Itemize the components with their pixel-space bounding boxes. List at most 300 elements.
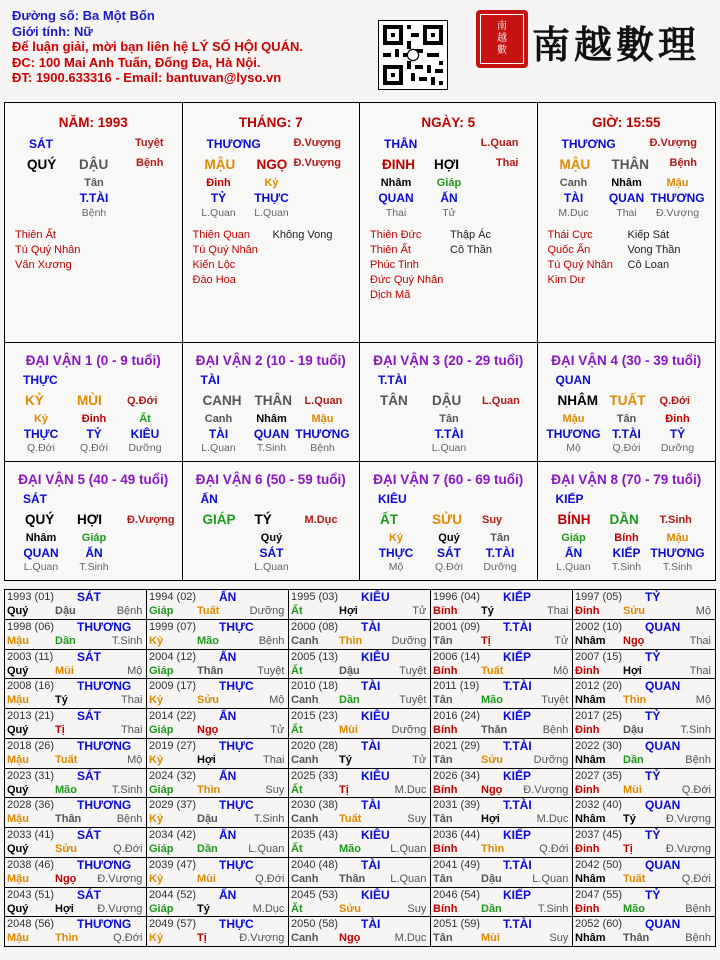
year-label: 1993 (01) bbox=[7, 591, 55, 603]
year-star: TÀI bbox=[361, 679, 381, 694]
ten-god-star: THÂN bbox=[384, 137, 418, 151]
year-label: 2020 (28) bbox=[291, 739, 339, 752]
hidden-ten-god: THƯƠNG bbox=[650, 546, 705, 560]
hidden-stem: Tân bbox=[84, 177, 104, 189]
year-cell bbox=[431, 828, 573, 858]
year-cell bbox=[147, 858, 289, 888]
year-cell bbox=[147, 590, 289, 620]
year-star: SÁT bbox=[77, 649, 101, 664]
hidden-phase: Thai bbox=[616, 207, 637, 219]
year-branch: Dần bbox=[623, 753, 644, 766]
seal-icon bbox=[476, 10, 528, 68]
year-star: T.TÀI bbox=[503, 619, 532, 634]
year-label: 2024 (32) bbox=[149, 769, 197, 782]
year-star: THƯƠNG bbox=[77, 917, 132, 932]
pillar-title: NGÀY: 5 bbox=[421, 115, 476, 130]
dai-van-stem: NHÂM bbox=[557, 393, 598, 408]
year-star: ẤN bbox=[219, 590, 237, 604]
year-label: 1998 (06) bbox=[7, 620, 55, 633]
year-cell bbox=[5, 917, 147, 947]
year-cell bbox=[431, 798, 573, 828]
year-cell bbox=[5, 739, 147, 769]
year-cell bbox=[147, 917, 289, 947]
year-cell bbox=[289, 709, 431, 739]
year-phase: Đ.Vượng bbox=[523, 783, 569, 796]
year-label: 2042 (50) bbox=[575, 858, 623, 871]
year-phase: Bệnh bbox=[685, 753, 711, 766]
star-item: Quốc Ấn bbox=[547, 244, 591, 256]
dai-van-star: TÀI bbox=[200, 373, 220, 387]
year-stem: Canh bbox=[291, 753, 319, 766]
hidden-ten-god: THỰC bbox=[23, 427, 59, 441]
year-phase: M.Dục bbox=[394, 932, 427, 945]
year-stem: Bính bbox=[433, 902, 458, 915]
pillar-phase: Đ.Vượng bbox=[293, 157, 341, 169]
hidden-phase: L.Quan bbox=[556, 561, 591, 573]
hidden-ten-god: T.TÀI bbox=[485, 546, 515, 560]
year-star: TỶ bbox=[645, 590, 661, 604]
year-phase: Dưỡng bbox=[391, 634, 427, 647]
year-label: 2041 (49) bbox=[433, 858, 481, 871]
year-phase: T.Sinh bbox=[680, 724, 711, 736]
hidden-phase: Dưỡng bbox=[128, 442, 162, 454]
dai-van-stem: BÍNH bbox=[557, 512, 591, 527]
logo-text: 南越數理 bbox=[532, 22, 701, 67]
dai-van-title: ĐẠI VẬN 4 (30 - 39 tuổi) bbox=[551, 353, 702, 368]
year-stem: Canh bbox=[291, 634, 319, 647]
year-label: 2025 (33) bbox=[291, 769, 339, 782]
year-star: TÀI bbox=[361, 857, 381, 872]
hidden-stem: Giáp bbox=[561, 532, 586, 544]
dai-van-branch: SỬU bbox=[432, 512, 462, 527]
year-star: QUAN bbox=[645, 798, 681, 813]
year-cell bbox=[573, 828, 715, 858]
year-stem: Đinh bbox=[575, 902, 600, 915]
hidden-phase: L.Quan bbox=[431, 442, 467, 454]
year-star: SÁT bbox=[77, 590, 101, 604]
year-phase: Bệnh bbox=[685, 902, 711, 915]
hidden-stem: Tân bbox=[490, 532, 510, 544]
pillar-cell-3 bbox=[538, 103, 716, 343]
year-phase: Tử bbox=[412, 753, 427, 766]
stars-left bbox=[548, 228, 613, 288]
year-branch: Dần bbox=[197, 843, 218, 855]
year-star: THỰC bbox=[219, 857, 254, 872]
year-phase: Đ.Vượng bbox=[97, 902, 143, 915]
street-no: Đường số: Ba Một Bốn bbox=[12, 8, 155, 23]
year-label: 2017 (25) bbox=[575, 710, 623, 722]
year-star: ẤN bbox=[219, 649, 237, 664]
star-item: Kiến Lộc bbox=[192, 259, 236, 271]
year-cell bbox=[5, 858, 147, 888]
year-cell bbox=[289, 888, 431, 918]
dai-van-phase: Đ.Vượng bbox=[127, 514, 175, 526]
year-star: TỶ bbox=[645, 649, 661, 664]
year-branch: Dậu bbox=[55, 605, 76, 617]
year-star: SÁT bbox=[77, 828, 101, 842]
dai-van-cell-8 bbox=[538, 462, 716, 580]
year-label: 2001 (09) bbox=[433, 620, 481, 633]
heavenly-stem: MẬU bbox=[204, 157, 236, 172]
year-label: 2021 (29) bbox=[433, 739, 481, 752]
star-item: Kiếp Sát bbox=[627, 229, 670, 241]
year-star: THỰC bbox=[219, 619, 254, 634]
pillar-title: GIỜ: 15:55 bbox=[591, 115, 661, 130]
star-item: Tú Quý Nhân bbox=[192, 244, 258, 256]
dai-van-title: ĐẠI VẬN 5 (40 - 49 tuổi) bbox=[18, 472, 169, 487]
year-star: TÀI bbox=[361, 798, 381, 813]
dai-van-stem: TÂN bbox=[380, 393, 408, 408]
year-phase: Tuyệt bbox=[541, 694, 569, 707]
year-branch: Mùi bbox=[481, 932, 500, 945]
year-branch: Tị bbox=[623, 843, 633, 855]
year-cell bbox=[573, 620, 715, 650]
hidden-phase: Q.Đới bbox=[612, 442, 641, 454]
year-label: 2008 (16) bbox=[7, 680, 55, 693]
year-branch: Hợi bbox=[623, 664, 642, 677]
year-phase: Tử bbox=[412, 605, 427, 617]
year-branch: Tuất bbox=[339, 813, 362, 826]
phone-email-line: ĐT: 1900.633316 - Email: bantuvan@lyso.vn bbox=[12, 70, 282, 85]
year-cell bbox=[289, 650, 431, 680]
star-item: Thiên Đức bbox=[370, 229, 422, 241]
year-phase: M.Dục bbox=[394, 783, 427, 796]
hidden-ten-god: T.TÀI bbox=[434, 427, 464, 441]
year-stem: Giáp bbox=[149, 724, 174, 736]
year-branch: Dần bbox=[481, 902, 502, 915]
hidden-ten-god: KIÊU bbox=[130, 427, 160, 441]
year-phase: L.Quan bbox=[390, 843, 427, 855]
gender: Giới tính: Nữ bbox=[12, 23, 93, 39]
hidden-stem: Mậu bbox=[311, 413, 334, 425]
hidden-phase: L.Quan bbox=[254, 207, 289, 219]
year-branch: Hợi bbox=[339, 605, 358, 617]
year-label: 1997 (05) bbox=[575, 591, 623, 603]
year-phase: Q.Đới bbox=[681, 872, 711, 885]
hidden-ten-god: TÀI bbox=[563, 191, 584, 205]
earthly-branch: DẬU bbox=[79, 157, 109, 172]
year-stem: Bính bbox=[433, 605, 458, 617]
year-cell bbox=[5, 709, 147, 739]
year-phase: Thai bbox=[546, 605, 569, 617]
year-star: KIẾP bbox=[503, 590, 532, 604]
dai-van-cell-4 bbox=[538, 343, 716, 462]
dai-van-cell-3 bbox=[360, 343, 538, 462]
year-branch: Thân bbox=[623, 932, 650, 945]
year-star: THƯƠNG bbox=[77, 679, 132, 694]
year-star: SÁT bbox=[77, 768, 101, 783]
year-star: KIÊU bbox=[361, 709, 390, 723]
year-branch: Thìn bbox=[55, 932, 79, 945]
year-phase: Bệnh bbox=[685, 932, 711, 945]
year-stem: Mậu bbox=[7, 932, 29, 945]
year-cell bbox=[431, 858, 573, 888]
year-branch: Mão bbox=[481, 694, 503, 707]
dai-van-stem: CANH bbox=[202, 393, 242, 408]
hidden-ten-god: QUAN bbox=[23, 546, 59, 560]
year-cell bbox=[431, 590, 573, 620]
year-branch: Mão bbox=[339, 843, 361, 855]
year-stem: Đinh bbox=[575, 605, 600, 617]
hidden-ten-god: KIẾP bbox=[612, 546, 641, 560]
hidden-ten-god: SÁT bbox=[437, 546, 461, 560]
hidden-ten-god: TÀI bbox=[208, 427, 229, 441]
year-stem: Ất bbox=[291, 664, 303, 677]
year-star: KIÊU bbox=[361, 768, 390, 783]
year-stem: Nhâm bbox=[575, 932, 606, 945]
year-label: 1999 (07) bbox=[149, 620, 197, 633]
year-phase: Mộ bbox=[695, 694, 711, 707]
dai-van-branch: TUẤT bbox=[609, 393, 646, 408]
year-star: ẤN bbox=[219, 828, 237, 842]
hidden-stem: Nhâm bbox=[256, 413, 287, 425]
star-item: Vong Thần bbox=[627, 244, 681, 256]
year-branch: Mùi bbox=[197, 872, 216, 885]
hidden-ten-god: TỶ bbox=[210, 191, 227, 205]
hidden-stem: Quý bbox=[260, 532, 283, 544]
year-star: QUAN bbox=[645, 738, 681, 753]
pillar-phase: Thai bbox=[495, 157, 519, 169]
year-branch: Tý bbox=[339, 753, 352, 766]
pillar-cell-1 bbox=[183, 103, 361, 343]
dai-van-branch: DẬU bbox=[432, 393, 462, 408]
star-item: Đào Hoa bbox=[192, 274, 236, 286]
dai-van-phase: Suy bbox=[482, 514, 503, 526]
header bbox=[12, 8, 382, 86]
dai-van-stem: KỶ bbox=[25, 393, 44, 408]
year-branch: Sửu bbox=[623, 605, 646, 617]
contact-line: Để luận giải, mời bạn liên hệ LÝ SỐ HỘI QUÁN. bbox=[12, 39, 303, 54]
hidden-stem: Mậu bbox=[562, 413, 585, 425]
year-label: 2031 (39) bbox=[433, 799, 481, 812]
star-item: Đức Quý Nhân bbox=[370, 274, 444, 286]
star-item: Tú Quý Nhân bbox=[15, 244, 81, 256]
hidden-ten-god: QUAN bbox=[378, 191, 414, 205]
year-label: 2013 (21) bbox=[7, 710, 55, 722]
year-branch: Dậu bbox=[623, 724, 644, 736]
year-cell bbox=[5, 590, 147, 620]
year-stem: Quý bbox=[7, 783, 29, 796]
hidden-ten-god: T.TÀI bbox=[612, 427, 641, 441]
year-label: 2051 (59) bbox=[433, 918, 481, 931]
year-phase: Suy bbox=[407, 902, 427, 915]
year-star: KIÊU bbox=[361, 828, 390, 842]
chart-grid bbox=[4, 102, 716, 581]
year-stem: Ất bbox=[291, 783, 303, 796]
year-phase: Q.Đới bbox=[113, 932, 143, 945]
year-cell bbox=[5, 620, 147, 650]
year-stem: Mậu bbox=[7, 634, 29, 647]
year-label: 2027 (35) bbox=[575, 769, 623, 782]
year-star: T.TÀI bbox=[503, 917, 532, 932]
hidden-stem: Ất bbox=[139, 413, 151, 425]
hidden-stem: Kỷ bbox=[388, 532, 404, 544]
year-branch: Dậu bbox=[481, 872, 502, 885]
star-item: Kim Dư bbox=[547, 274, 585, 286]
year-star: ẤN bbox=[219, 887, 237, 902]
hidden-stem: Tân bbox=[616, 413, 637, 425]
hidden-phase: L.Quan bbox=[23, 561, 59, 573]
year-stem: Nhâm bbox=[575, 753, 606, 766]
year-phase: M.Dục bbox=[252, 902, 285, 915]
year-phase: L.Quan bbox=[390, 872, 427, 885]
hidden-stem: Mậu bbox=[666, 177, 689, 189]
year-phase: T.Sinh bbox=[537, 902, 569, 915]
dai-van-title: ĐẠI VẬN 6 (50 - 59 tuổi) bbox=[195, 472, 346, 487]
hidden-phase: T.Sinh bbox=[611, 561, 642, 573]
year-phase: Đ.Vượng bbox=[665, 843, 711, 855]
year-branch: Tị bbox=[481, 634, 491, 647]
year-branch: Sửu bbox=[55, 843, 78, 855]
year-stem: Canh bbox=[291, 813, 319, 826]
year-label: 2047 (55) bbox=[575, 888, 623, 901]
hidden-stem: Mậu bbox=[666, 532, 689, 544]
star-item: Thái Cực bbox=[547, 229, 593, 241]
year-stem: Giáp bbox=[149, 902, 174, 915]
year-phase: Thai bbox=[689, 664, 711, 677]
year-phase: Q.Đới bbox=[113, 843, 143, 855]
year-stem: Kỷ bbox=[149, 694, 164, 707]
year-branch: Sửu bbox=[197, 694, 220, 707]
hidden-stem: Giáp bbox=[436, 177, 462, 189]
year-cell bbox=[147, 888, 289, 918]
stars-right bbox=[273, 228, 333, 243]
stars-right bbox=[628, 228, 681, 273]
year-cell bbox=[573, 739, 715, 769]
year-star: KIÊU bbox=[361, 590, 390, 604]
year-stem: Tân bbox=[433, 634, 453, 647]
dai-van-branch: DẦN bbox=[609, 512, 639, 527]
year-branch: Tý bbox=[623, 813, 636, 826]
year-branch: Tuất bbox=[481, 664, 504, 677]
year-stem: Giáp bbox=[149, 605, 174, 617]
year-stem: Giáp bbox=[149, 664, 174, 677]
star-item: Tú Quý Nhân bbox=[547, 259, 613, 271]
year-stem: Mậu bbox=[7, 813, 29, 826]
dai-van-branch: TÝ bbox=[254, 512, 272, 527]
earthly-branch: THÂN bbox=[611, 157, 649, 172]
heavenly-stem: QUÝ bbox=[27, 157, 57, 172]
pillar-cell-2 bbox=[360, 103, 538, 343]
hidden-phase: L.Quan bbox=[201, 442, 236, 454]
hidden-stem: Quý bbox=[438, 532, 460, 544]
year-label: 2045 (53) bbox=[291, 888, 339, 901]
year-star: TÀI bbox=[361, 738, 381, 753]
hidden-stem: Kỷ bbox=[264, 177, 279, 189]
year-branch: Mão bbox=[197, 634, 219, 647]
year-cell bbox=[431, 620, 573, 650]
year-star: T.TÀI bbox=[503, 679, 532, 694]
hidden-ten-god: THƯƠNG bbox=[295, 427, 350, 441]
hidden-phase: L.Quan bbox=[254, 561, 289, 573]
heavenly-stem: ĐINH bbox=[382, 157, 415, 172]
year-phase: Mộ bbox=[553, 664, 569, 677]
year-cell bbox=[431, 709, 573, 739]
year-label: 2049 (57) bbox=[149, 918, 197, 931]
year-star: KIẾP bbox=[503, 649, 532, 664]
year-star: T.TÀI bbox=[503, 798, 532, 813]
year-branch: Thìn bbox=[623, 694, 647, 707]
hidden-phase: Thai bbox=[385, 207, 407, 219]
year-stem: Nhâm bbox=[575, 634, 606, 647]
year-star: THỰC bbox=[219, 917, 254, 932]
year-branch: Mùi bbox=[623, 783, 642, 796]
hidden-phase: Bệnh bbox=[310, 442, 335, 454]
hidden-stem: Tân bbox=[439, 413, 459, 425]
stars-right bbox=[450, 228, 492, 258]
year-stem: Quý bbox=[7, 664, 29, 677]
year-label: 2039 (47) bbox=[149, 858, 197, 871]
year-phase: Mộ bbox=[127, 753, 143, 766]
pillar-phase: Bệnh bbox=[669, 157, 697, 169]
hidden-stem: Bính bbox=[614, 532, 639, 544]
hidden-ten-god: SÁT bbox=[259, 546, 284, 560]
hidden-ten-god: ẤN bbox=[564, 546, 583, 560]
year-branch: Dần bbox=[339, 694, 360, 707]
year-phase: Tử bbox=[270, 724, 285, 736]
year-branch: Ngọ bbox=[55, 872, 77, 885]
hidden-stem: Giáp bbox=[81, 532, 107, 544]
year-star: THƯƠNG bbox=[77, 619, 132, 634]
hidden-stem: Canh bbox=[204, 413, 233, 425]
hidden-phase: Dưỡng bbox=[483, 561, 517, 573]
year-stem: Bính bbox=[433, 843, 458, 855]
year-branch: Thân bbox=[481, 724, 508, 736]
year-phase: T.Sinh bbox=[111, 634, 143, 647]
year-phase: L.Quan bbox=[532, 872, 569, 885]
year-label: 2011 (19) bbox=[433, 680, 480, 693]
dai-van-star: KIÊU bbox=[378, 492, 407, 506]
year-star: KIẾP bbox=[503, 709, 532, 723]
hidden-ten-god: ẤN bbox=[440, 191, 458, 205]
dai-van-phase: L.Quan bbox=[304, 395, 343, 407]
year-branch: Thìn bbox=[481, 843, 505, 855]
pillar-state: Tuyệt bbox=[134, 137, 164, 149]
year-phase: Q.Đới bbox=[255, 872, 285, 885]
star-item: Dịch Mã bbox=[370, 289, 411, 301]
pillar-cell-0 bbox=[5, 103, 183, 343]
year-star: THƯƠNG bbox=[77, 738, 132, 753]
hidden-phase: Q.Đới bbox=[27, 442, 55, 454]
dai-van-cell-2 bbox=[183, 343, 361, 462]
year-stem: Bính bbox=[433, 724, 458, 736]
year-phase: Bệnh bbox=[116, 813, 143, 826]
year-stem: Giáp bbox=[149, 783, 174, 796]
earthly-branch: HỢI bbox=[434, 157, 460, 172]
year-label: 2005 (13) bbox=[291, 650, 339, 663]
year-branch: Ngọ bbox=[197, 724, 219, 736]
year-cell bbox=[573, 798, 715, 828]
year-cell bbox=[5, 828, 147, 858]
hidden-ten-god: T.TÀI bbox=[79, 191, 109, 205]
year-star: ẤN bbox=[219, 709, 237, 723]
year-cell bbox=[573, 917, 715, 947]
dai-van-phase: M.Dục bbox=[304, 514, 338, 526]
year-branch: Sửu bbox=[481, 753, 504, 766]
year-phase: Đ.Vượng bbox=[97, 872, 143, 885]
dai-van-phase: Q.Đới bbox=[659, 395, 690, 407]
year-branch: Tuất bbox=[55, 753, 78, 766]
year-branch: Sửu bbox=[339, 902, 362, 915]
year-label: 1995 (03) bbox=[291, 591, 339, 603]
year-cell bbox=[147, 620, 289, 650]
year-star: KIẾP bbox=[503, 768, 532, 783]
year-branch: Tý bbox=[55, 694, 68, 707]
hidden-ten-god: TỶ bbox=[86, 427, 102, 441]
year-stem: Quý bbox=[7, 902, 29, 915]
year-star: KIẾP bbox=[503, 887, 532, 902]
star-item: Phúc Tinh bbox=[370, 259, 419, 271]
